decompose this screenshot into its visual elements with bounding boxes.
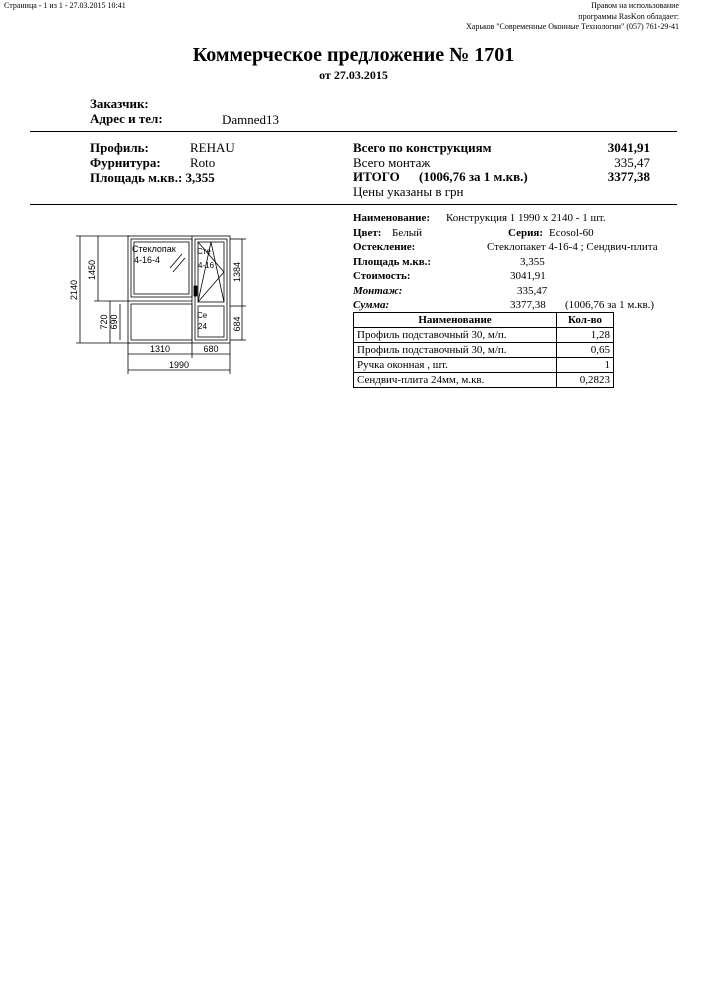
construction-area-label: Площадь м.кв.: bbox=[353, 256, 432, 268]
customer-label: Заказчик: bbox=[90, 96, 149, 111]
cost-value: 3041,91 bbox=[510, 270, 546, 282]
total-constructions-label: Всего по конструкциям bbox=[353, 140, 492, 155]
profile-value: REHAU bbox=[190, 140, 235, 155]
table-cell-qty: 1 bbox=[557, 358, 614, 373]
dim-lower-height: 690 bbox=[109, 314, 119, 330]
profile-label: Профиль: bbox=[90, 140, 149, 155]
glazing-label: Остекление: bbox=[353, 241, 416, 253]
rights-line-2: программы RasKon обладает: bbox=[578, 12, 679, 21]
spec-table bbox=[353, 312, 614, 388]
dim-right-width: 680 bbox=[203, 344, 219, 354]
dim-left-width: 1310 bbox=[149, 344, 171, 354]
currency-note: Цены указаны в грн bbox=[353, 184, 464, 199]
color-value: Белый bbox=[392, 227, 422, 239]
construction-area-value: 3,355 bbox=[520, 256, 545, 268]
left-panel bbox=[131, 304, 192, 340]
table-cell-name: Профиль подставочный 30, м/п. bbox=[354, 343, 557, 358]
construction-drawing bbox=[60, 228, 260, 380]
door-lower-label-1: Се bbox=[197, 311, 208, 320]
total-installation-value: 335,47 bbox=[614, 155, 650, 170]
address-label: Адрес и тел: bbox=[90, 111, 163, 126]
grand-total-per-sqm: (1006,76 за 1 м.кв.) bbox=[419, 169, 528, 184]
total-installation-label: Всего монтаж bbox=[353, 155, 431, 170]
total-constructions-value: 3041,91 bbox=[607, 140, 650, 155]
sum-value: 3377,38 bbox=[510, 299, 546, 311]
series-value: Ecosol-60 bbox=[549, 227, 594, 239]
install-value: 335,47 bbox=[517, 285, 548, 297]
dim-upper-height: 1450 bbox=[87, 259, 97, 281]
document-date: от 27.03.2015 bbox=[319, 68, 388, 82]
door-lower-label-2: 24 bbox=[198, 322, 207, 331]
table-row bbox=[354, 328, 614, 343]
table-row bbox=[354, 373, 614, 388]
hardware-label: Фурнитура: bbox=[90, 155, 161, 170]
left-glass-label-1: Стеклопак bbox=[132, 244, 176, 254]
dim-total-width: 1990 bbox=[168, 360, 190, 370]
handle-icon bbox=[194, 286, 197, 296]
rights-line-1: Правом на использование bbox=[591, 1, 679, 10]
dim-total-height: 2140 bbox=[69, 279, 79, 301]
table-cell-name: Сендвич-плита 24мм, м.кв. bbox=[354, 373, 557, 388]
left-glass-label-2: 4-16-4 bbox=[134, 255, 161, 265]
construction-name-value: Конструкция 1 1990 x 2140 - 1 шт. bbox=[446, 212, 606, 224]
hardware-value: Roto bbox=[190, 155, 216, 170]
area-summary: Площадь м.кв.: 3,355 bbox=[90, 170, 215, 185]
table-row bbox=[354, 358, 614, 373]
glazing-value: Стеклопакет 4-16-4 ; Сендвич-плита bbox=[487, 241, 658, 253]
glass-shine bbox=[170, 254, 182, 268]
cost-label: Стоимость: bbox=[353, 270, 411, 282]
grand-total-value: 3377,38 bbox=[607, 169, 650, 184]
dim-door-upper: 1384 bbox=[232, 261, 242, 283]
page-info: Страница - 1 из 1 - 27.03.2015 10:41 bbox=[4, 1, 126, 10]
divider-top bbox=[30, 131, 677, 132]
table-cell-qty: 0,2823 bbox=[557, 373, 614, 388]
glass-shine bbox=[173, 258, 185, 272]
address-value: Damned13 bbox=[222, 112, 280, 127]
series-label: Серия: bbox=[508, 227, 544, 239]
table-cell-name: Профиль подставочный 30, м/п. bbox=[354, 328, 557, 343]
dim-lower-outer: 720 bbox=[99, 314, 109, 330]
divider-middle bbox=[30, 204, 677, 205]
color-label: Цвет: bbox=[353, 227, 382, 239]
dim-door-lower: 684 bbox=[232, 316, 242, 332]
install-label: Монтаж: bbox=[353, 285, 403, 297]
table-header-qty: Кол-во bbox=[557, 313, 614, 328]
grand-total-label: ИТОГО bbox=[353, 169, 400, 184]
document-title: Коммерческое предложение № 1701 bbox=[192, 44, 515, 66]
door-label-2: 4-16 bbox=[198, 261, 215, 270]
table-header-name: Наименование bbox=[354, 313, 557, 328]
table-row bbox=[354, 343, 614, 358]
table-cell-qty: 1,28 bbox=[557, 328, 614, 343]
table-cell-qty: 0,65 bbox=[557, 343, 614, 358]
rights-line-3: Харьков "Современные Оконные Технологии" (057) 761-29-41 bbox=[466, 22, 679, 31]
door-label-1: Сте bbox=[197, 247, 211, 256]
sum-per-sqm: (1006,76 за 1 м.кв.) bbox=[565, 299, 655, 311]
table-cell-name: Ручка оконная , шт. bbox=[354, 358, 557, 373]
sum-label: Сумма: bbox=[353, 299, 390, 311]
construction-name-label: Наименование: bbox=[353, 212, 430, 224]
